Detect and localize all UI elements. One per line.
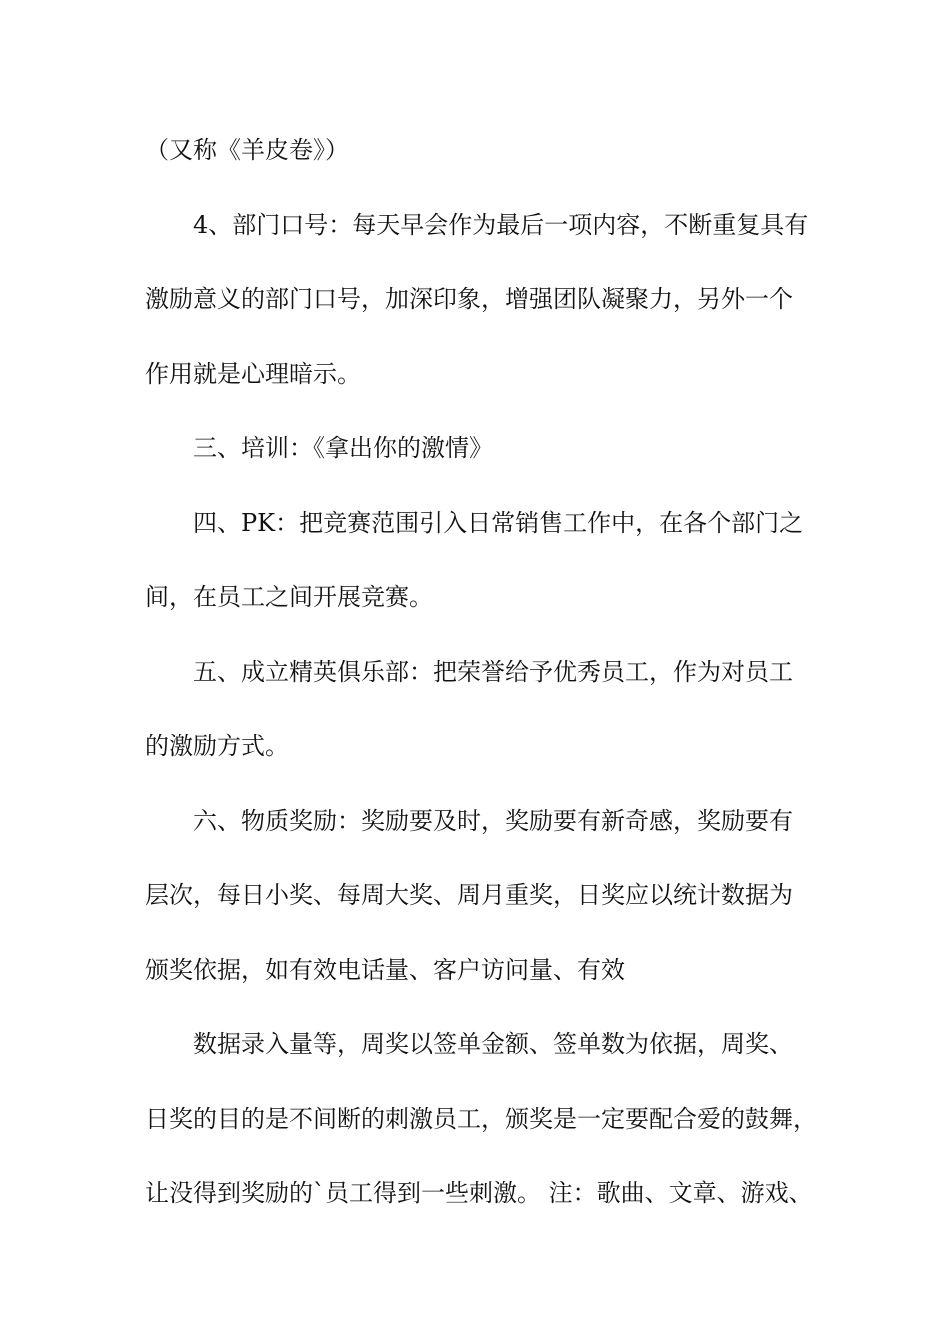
text-line-4: 作用就是心理暗示。 [145,359,361,388]
text-line-13: 数据录入量等，周奖以签单金额、签单数为依据，周奖、 [193,1030,793,1058]
text-line-3: 激励意义的部门口号，加深印象，增强团队凝聚力，另外一个 [145,285,793,313]
text-line-8: 五、成立精英俱乐部：把荣誉给予优秀员工，作为对员工 [193,657,793,686]
text-line-9: 的激励方式。 [145,732,289,760]
text-line-12: 颁奖依据，如有效电话量、客户访问量、有效 [145,955,625,984]
text-line-7: 间，在员工之间开展竞赛。 [145,583,433,611]
text-line-2: 4、部门口号：每天早会作为最后一项内容，不断重复具有 [193,210,809,239]
text-line-15: 让没得到奖励的`员工得到一些刺激。 注：歌曲、文章、游戏、 [145,1179,813,1207]
text-line-1: （又称《羊皮卷》） [145,136,349,164]
text-line-10: 六、物质奖励：奖励要及时，奖励要有新奇感，奖励要有 [193,806,793,835]
text-line-14: 日奖的目的是不间断的刺激员工，颁奖是一定要配合爱的鼓舞， [145,1104,817,1133]
text-line-5: 三、培训：《拿出你的激情》 [193,434,493,462]
document-body [145,128,835,1246]
text-line-11: 层次，每日小奖、每周大奖、周月重奖，日奖应以统计数据为 [145,881,793,909]
text-line-6: 四、PK：把竞赛范围引入日常销售工作中，在各个部门之 [193,508,804,537]
